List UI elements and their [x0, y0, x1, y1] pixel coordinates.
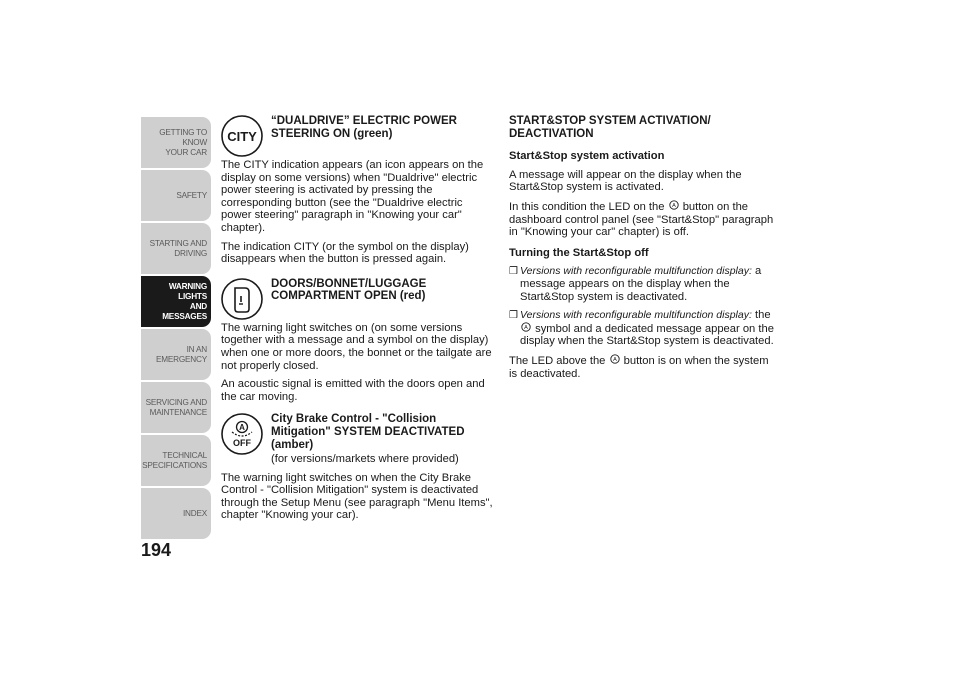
svg-text:A: A: [524, 324, 528, 331]
page-number: 194: [141, 540, 172, 560]
activation-paragraph-2: [509, 200, 779, 239]
city-section-head: [221, 113, 493, 159]
tab-servicing[interactable]: [141, 382, 211, 433]
tab-getting-to-know[interactable]: [141, 117, 211, 168]
tab-label: SAFETY: [176, 190, 207, 200]
text: In this condition the LED on the: [509, 200, 665, 213]
tab-starting-driving[interactable]: [141, 223, 211, 274]
city-paragraph-1: The CITY indication appears (an icon appears on the display on some versions) when "Dualdrive" electric power steering is activated by pressing the corresponding button (see the "Dualdrive electric power steering" paragraph in "Knowing your car" chapter).: [221, 159, 484, 234]
doors-paragraph-1: The warning light switches on (on some versions together with a message and a symbol on the display) when one or more doors, the bonnet or the tailgate are not properly closed.: [221, 321, 492, 372]
city-heading: “DUALDRIVE” ELECTRIC POWER STEERING ON (green): [271, 115, 457, 140]
bullet-lead: Versions with reconfigurable multifunction display:: [520, 309, 752, 322]
doors-section-head: [221, 276, 493, 322]
chapter-tabs: [141, 117, 211, 541]
text: The LED above the: [509, 354, 606, 367]
city-icon-text: CITY: [227, 129, 257, 144]
brake-icon-text: OFF: [233, 438, 251, 449]
doors-heading: DOORS/BONNET/LUGGAGE COMPARTMENT OPEN (red): [271, 277, 427, 303]
bullet-text: the: [755, 309, 771, 322]
bullet-marker: ❒: [509, 266, 518, 278]
brake-heading-block: [271, 411, 493, 465]
brake-note: (for versions/markets where provided): [271, 453, 459, 466]
tab-emergency[interactable]: [141, 329, 211, 380]
activation-subheading: Start&Stop system activation: [509, 150, 665, 163]
city-paragraph-2: The indication CITY (or the symbol on the display) disappears when the button is pressed again.: [221, 240, 469, 266]
doors-paragraph-2: An acoustic signal is emitted with the doors open and the car moving.: [221, 378, 485, 403]
brake-section-head: [221, 411, 493, 465]
tab-warning-lights[interactable]: [141, 276, 211, 327]
tab-label: WARNING LIGHTS AND MESSAGES: [162, 281, 207, 321]
tab-label: IN AN EMERGENCY: [156, 344, 207, 364]
text: button on the dashboard control panel (see "Start&Stop" paragraph in "Knowing your car" chapter) is off.: [509, 200, 774, 239]
city-icon: [221, 113, 271, 159]
activation-paragraph-1: A message will appear on the display when the Start&Stop system is activated.: [509, 168, 742, 194]
svg-text:A: A: [239, 423, 245, 433]
right-column: [509, 113, 779, 386]
tab-label: INDEX: [182, 508, 207, 518]
bullet-lead: Versions with reconfigurable multifunction display:: [520, 265, 752, 278]
brake-paragraph-1: The warning light switches on when the City Brake Control - "Collision Mitigation" system is deactivated through the Setup Menu (see paragraph "Menu Items", chapter "Knowing your car).: [221, 471, 493, 522]
svg-text:A: A: [671, 202, 676, 209]
bullet-item: [509, 309, 779, 348]
brake-heading: City Brake Control - "Collision Mitigation" SYSTEM DEACTIVATED (amber): [271, 413, 465, 451]
tab-label: TECHNICAL SPECIFICATIONS: [142, 450, 207, 470]
tab-label: SERVICING AND MAINTENANCE: [145, 397, 207, 417]
startstop-heading: START&STOP SYSTEM ACTIVATION/ DEACTIVATION: [509, 115, 711, 140]
door-open-icon: [221, 276, 271, 322]
tab-label: STARTING AND DRIVING: [149, 238, 207, 258]
deactivation-subheading: Turning the Start&Stop off: [509, 246, 649, 259]
bullet-marker: ❒: [509, 310, 518, 322]
tab-safety[interactable]: [141, 170, 211, 221]
led-paragraph: [509, 354, 779, 380]
bullet-text: symbol and a dedicated message appear on the display when the Start&Stop system is deactivated.: [520, 322, 774, 348]
left-column: [221, 113, 493, 528]
text: button is on when the system is deactivated.: [509, 354, 769, 380]
tab-technical[interactable]: [141, 435, 211, 486]
svg-text:A: A: [612, 356, 617, 363]
start-stop-icon: [669, 200, 679, 214]
bullet-item: [509, 265, 779, 303]
tab-label: GETTING TO KNOW YOUR CAR: [159, 127, 207, 157]
tab-index[interactable]: [141, 488, 211, 539]
collision-mitigation-off-icon: [221, 411, 271, 457]
start-stop-icon: [610, 354, 620, 368]
bullet-text: a message appears on the display when the Start&Stop system is deactivated.: [520, 265, 762, 303]
start-stop-icon: [521, 322, 531, 336]
